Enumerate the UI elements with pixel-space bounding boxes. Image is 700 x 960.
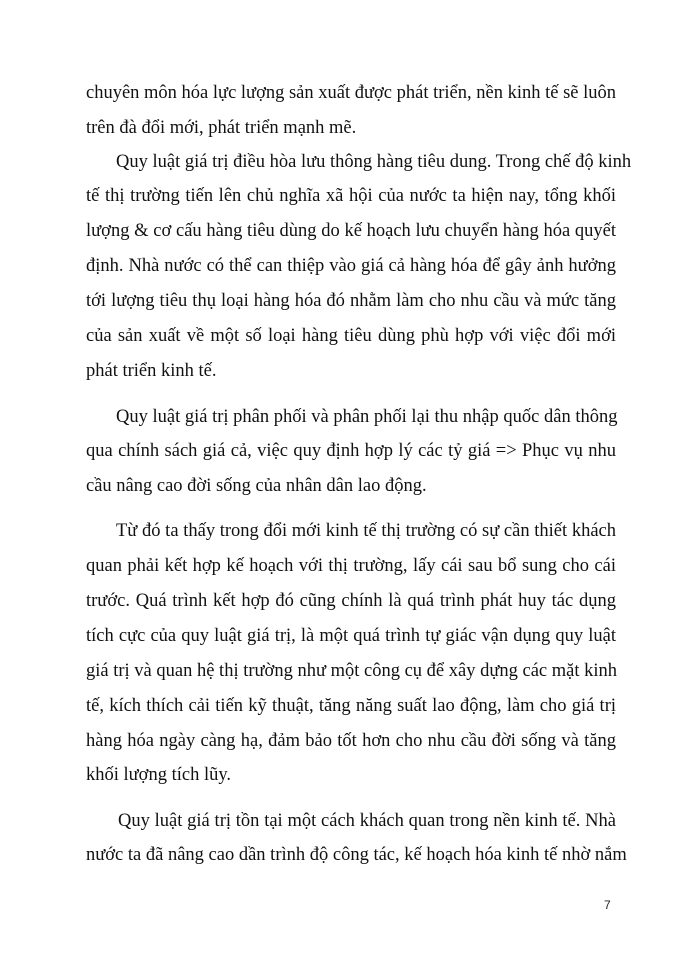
text-line: tế thị trường tiến lên chủ nghĩa xã hội của nước ta hiện nay, tổng khối bbox=[86, 186, 616, 206]
text-line: Quy luật giá trị tồn tại một cách khách quan trong nền kinh tế. Nhà bbox=[118, 811, 616, 831]
text-line: tích cực của quy luật giá trị, là một quá trình tự giác vận dụng quy luật bbox=[86, 626, 616, 646]
text-line: trên đà đổi mới, phát triển mạnh mẽ. bbox=[86, 118, 357, 138]
text-line: Từ đó ta thấy trong đổi mới kinh tế thị trường có sự cần thiết khách bbox=[116, 521, 616, 541]
text-line: tới lượng tiêu thụ loại hàng hóa đó nhằm làm cho nhu cầu và mức tăng bbox=[86, 291, 616, 311]
text-line: giá trị và quan hệ thị trường như một công cụ để xây dựng các mặt kinh bbox=[86, 661, 618, 681]
text-line: tế, kích thích cải tiến kỹ thuật, tăng năng suất lao động, làm cho giá trị bbox=[86, 696, 616, 716]
text-line: định. Nhà nước có thể can thiệp vào giá cả hàng hóa để gây ảnh hưởng bbox=[86, 256, 616, 276]
text-line: hàng hóa ngày càng hạ, đảm bảo tốt hơn cho nhu cầu đời sống và tăng bbox=[86, 731, 616, 751]
text-line: lượng & cơ cấu hàng tiêu dùng do kế hoạch lưu chuyển hàng hóa quyết bbox=[86, 221, 616, 241]
text-line: chuyên môn hóa lực lượng sản xuất được phát triển, nền kinh tế sẽ luôn bbox=[86, 83, 617, 103]
text-line: khối lượng tích lũy. bbox=[86, 765, 232, 785]
text-line: nước ta đã nâng cao dần trình độ công tác, kế hoạch hóa kinh tế nhờ nắm bbox=[86, 845, 627, 865]
text-line: cầu nâng cao đời sống của nhân dân lao động. bbox=[86, 476, 427, 496]
text-line: Quy luật giá trị phân phối và phân phối lại thu nhập quốc dân thông bbox=[116, 407, 618, 427]
text-line: Quy luật giá trị điều hòa lưu thông hàng tiêu dung. Trong chế độ kinh bbox=[116, 152, 632, 172]
text-line: quan phải kết hợp kế hoạch với thị trường, lấy cái sau bổ sung cho cái bbox=[86, 556, 616, 576]
text-line: trước. Quá trình kết hợp đó cũng chính là quá trình phát huy tác dụng bbox=[86, 591, 616, 611]
page-number: 7 bbox=[604, 898, 611, 912]
text-line: của sản xuất về một số loại hàng tiêu dùng phù hợp với việc đổi mới bbox=[86, 326, 616, 346]
text-line: qua chính sách giá cả, việc quy định hợp lý các tỷ giá => Phục vụ nhu bbox=[86, 441, 616, 461]
text-line: phát triển kinh tế. bbox=[86, 361, 217, 381]
